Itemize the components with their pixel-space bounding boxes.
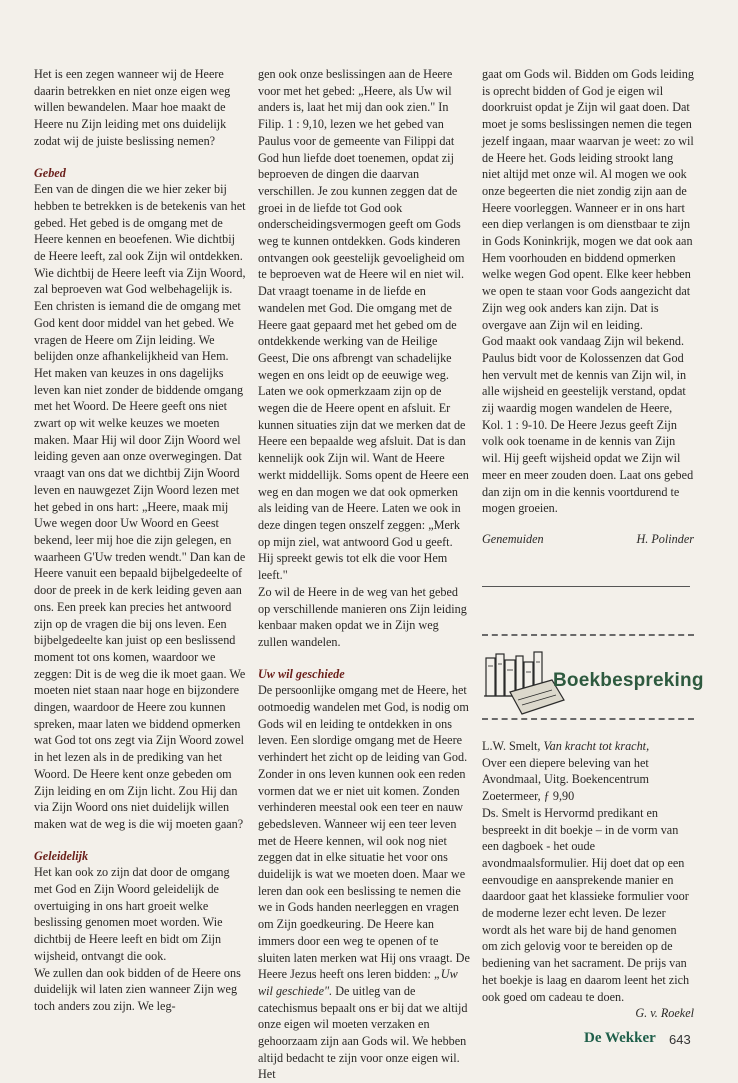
paragraph: Zo wil de Heere in de weg van het gebed op verschillende manieren ons Zijn leiding kenbaar maken opdat we in Zijn weg zullen wandelen. xyxy=(258,584,467,649)
paragraph: gen ook onze beslissingen aan de Heere voor met het gebed: „Heere, als Uw wil anders is, laat het mij dan ook zien." In Filip. 1 : 9,10, lezen we het gebed van Paulus voor de gemeente van Filippi dat God hun liefde doet toenemen, opdat zij beproeven de dingen die daarvan verschillen. Je zou kunnen zeggen dat de groei in de liefde tot God ook onderscheidingsvermogen geeft om Gods weg te kunnen ontdekken. Gods kinderen ontvangen ook geestelijk gevoeligheid om te beproeven wat de Heere wil en niet wil. Dat vraagt toename in de liefde en wandelen met God. Die omgang met de Heere gaat gepaard met het gebed om de ontdekkende werking van de Heilige Geest, Die ons afbrengt van schadelijke wegen en ons leidt op de eeuwige weg. Laten we ook opmerkzaam zijn op de wegen die de Heere opent en afsluit. Er kunnen situaties zijn dat we merken dat de Heere een bepaalde weg afsluit. Dat is dan kennelijk ook Zijn wil. Want de Heere werkt middellijk. Soms opent de Heere een weg en dan mogen we dat ook opmerken als leiding van de Heere. Laten we ook in deze dingen tegen onszelf zeggen: „Merk op mijn ziel, wat antwoord God u geeft. Hij spreekt gewis tot elk die voor Hem leeft." xyxy=(258,67,469,583)
section-heading-uw-wil: Uw wil geschiede xyxy=(258,666,345,681)
banner-top-rule xyxy=(482,634,694,636)
reviewer: G. v. Roekel xyxy=(635,1006,694,1021)
text-run: De uitleg van de catechismus bepaalt ons er bij dat we altijd onze eigen wil moeten verzaken en gehoorzaam zijn aan Gods wil. We hebben altijd bedacht te zijn voor onze eigen wil. Het xyxy=(258,983,468,1082)
review-author: L.W. Smelt, xyxy=(482,739,544,753)
text-run: De persoonlijke omgang met de Heere, het ootmoedig wandelen met God, is nodig om Gods wil en leiding te ontdekken in ons leven. Een slordige omgang met de Heere verhindert het zicht op de leiding van God. Zonder in ons leven kunnen ook een reden vormen dat we er niet uit komen. Zonden verhinderen meestal ook een teer en nauw gebedsleven. Wanneer wij een teer leven met de Heere kennen, wil ook nog niet zeggen dat in elke situatie het voor ons duidelijk is wat we moeten doen. Maar we leren dan ook een beslissing te nemen die we in Gods handen neerleggen en vragen om Zijn goedkeuring. De Heere kan immers door een weg te openen of te sluiten laten merken wat Hij ons vraagt. De Heere Jezus heeft ons leren bidden: xyxy=(258,683,470,982)
page-number: 643 xyxy=(669,1032,691,1047)
section-heading-geleidelijk: Geleidelijk xyxy=(34,848,89,863)
signature-row xyxy=(482,531,694,548)
paragraph xyxy=(258,682,470,1083)
place: Genemuiden xyxy=(482,531,544,546)
author: H. Polinder xyxy=(636,531,694,546)
magazine-name: De Wekker xyxy=(584,1030,656,1046)
paragraph: God maakt ook vandaag Zijn wil bekend. Paulus bidt voor de Kolossenzen dat God hen vervult met de kennis van Zijn wil, in alle wijsheid en geestelijk verstand, opdat zij waardig mogen wandelen de Heere, Kol. 1 : 9-10. De Heere Jezus geeft Zijn volk ook toename in de kennis van Zijn wil. Hij geeft wijsheid opdat we Zijn wil meer en meer zouden doen. Laat ons gebed dan zijn om in die kennis voortdurend te mogen groeien. xyxy=(482,334,694,516)
review-section-title: Boekbespreking xyxy=(553,670,704,691)
paragraph: We zullen dan ook bidden of de Heere ons duidelijk wil laten zien wanneer Zijn weg toch anders zou zijn. We leg- xyxy=(34,965,241,1013)
paragraph: Het kan ook zo zijn dat door de omgang met God en Zijn Woord geleidelijk de overtuiging in ons hart groeit welke beslissing genomen moet worden. Wie dichtbij de Heere leeft en bidt om Zijn wijsheid, ontvangt die ook. xyxy=(34,865,230,963)
review-title: Van kracht tot kracht, xyxy=(543,739,650,753)
book-review xyxy=(482,738,694,1022)
review-citation xyxy=(482,738,694,755)
review-meta: Over een diepere beleving van het Avondmaal, Uitg. Boekencentrum Zoetermeer, ƒ 9,90 xyxy=(482,755,649,804)
paragraph: gaat om Gods wil. Bidden om Gods leiding is oprecht bidden of God je eigen wil doorkruist opdat je Zijn wil gaat doen. Dat moet je soms beslissingen nemen die tegen jezelf ingaan, maar waarvan je weet: zo wil de Heere het. Gods leiding strookt lang niet altijd met onze wil. Al mogen we ook onze begeerten die niet zondig zijn aan de Heere voorleggen. Wanneer er in ons hart een diep verlangen is om dienstbaar te zijn in Gods Koninkrijk, mogen we dat ook aan Hem voorhouden en biddend opmerken welke wegen God opent. Elke keer hebben we open te staan voor Gods aangezicht dat Zijn weg ook anders kan zijn. Dat is overgave aan Zijn wil en leiding. xyxy=(482,67,694,332)
paragraph: Een christen is iemand die de omgang met God kent door middel van het gebed. We vragen de Heere om Zijn leiding. We belijden onze afhankelijkheid van Hem. Het maken van keuzes in ons dagelijks leven kan niet zonder de biddende omgang met het Woord. De Heere geeft ons niet zwart op wit welke keuzes we moeten maken. Maar Hij wil door Zijn Woord wel leiding geven aan onze overwegingen. Dat vraagt van ons dat we dichtbij Zijn Woord leven en nauwgezet Zijn Woord lezen met het gebed in ons hart: „Heere, maak mij Uwe wegen door Uw Woord en Geest bekend, leer mij hoe die zijn gelegen, en waarheen G'Uw treden wendt." Dan kan de Heere vanuit een bepaald bijbelgedeelte of door de preek in de kerk leiding geven aan ons. Een preek kan precies het antwoord zijn op de vragen die bij ons leven. Een bijbelgedeelte kan juist op een beslissend moment tot ons komen, waardoor we zeggen: Dit is de weg die ik moet gaan. We moeten niet staan naar hoge en bijzondere dingen, waardoor de Heere zou kunnen spreken, maar laten we biddend opmerken wat God tot ons zegt via Zijn Woord zowel in het lezen als in de prediking van het Woord. De Heere kent onze gebeden om Zijn leiding en om Zijn licht. Zou Hij dan via Zijn Woord ons niet duidelijk willen maken wat de weg is die wij moeten gaan? xyxy=(34,299,246,831)
section-heading-gebed: Gebed xyxy=(34,165,66,180)
paragraph: Het is een zegen wanneer wij de Heere daarin betrekken en niet onze eigen weg willen bewandelen. Maar hoe maakt de Heere nu Zijn leiding met ons duidelijk zodat wij de juiste beslissing nemen? xyxy=(34,67,231,148)
paragraph: Een van de dingen die we hier zeker bij hebben te betrekken is de betekenis van het gebed. Het gebed is de omgang met de Heere kennen en beoefenen. Wie dichtbij de Heere leeft, zal ook Zijn wil ontdekken. Wie dichtbij de Heere leeft via Zijn Woord, zal beproeven wat God welbehagelijk is. xyxy=(34,182,246,297)
section-divider xyxy=(482,586,690,587)
review-body: Ds. Smelt is Hervormd predikant en bespreekt in dit boekje – in de vorm van een dagboek - het oude avondmaalsformulier. Hij doet dat op een eenvoudige en aansprekende manier en daardoor gaat het klassieke formulier voor de moderne lezer echt leven. De lezer wordt als het ware bij de hand genomen om zich gelovig voor te bereiden op de bediening van het sacrament. De prijs van het boekje is laag en daarom leent het zich ook goed om cadeau te doen. xyxy=(482,805,690,1004)
column-1 xyxy=(34,66,246,1015)
column-2 xyxy=(258,66,470,1083)
column-3 xyxy=(482,66,694,548)
quote: „Uw wil geschiede". xyxy=(258,967,458,998)
